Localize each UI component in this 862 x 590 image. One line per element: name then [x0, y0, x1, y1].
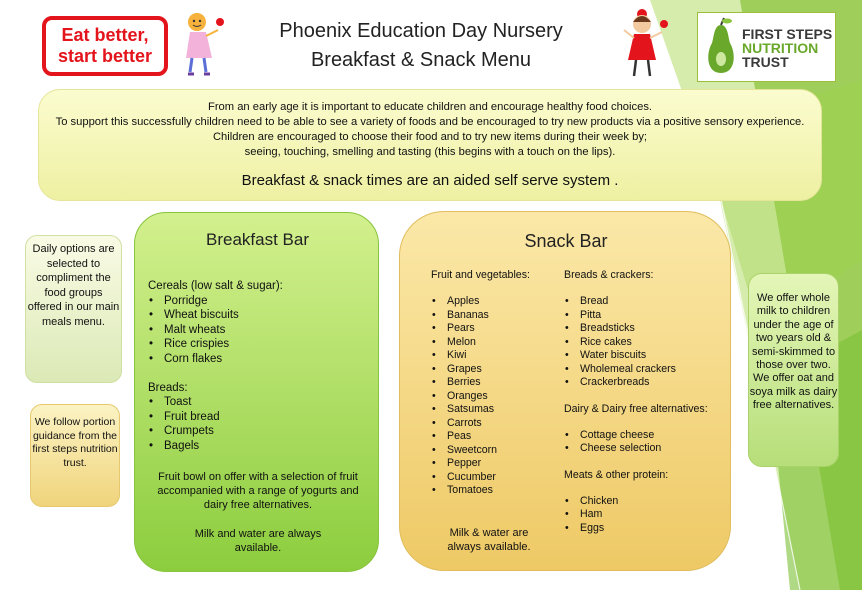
portion-guidance-note: We follow portion guidance from the first steps nutrition trust.	[30, 404, 120, 507]
list-item: • Sweetcorn	[431, 444, 530, 458]
meat-protein-list	[564, 495, 708, 536]
list-item: • Tomatoes	[431, 484, 530, 498]
breads-list	[148, 395, 283, 453]
fruit-bowl-note: Fruit bowl on offer with a selection of fruit accompanied with a range of yogurts and dairy free alternatives.	[157, 471, 359, 511]
breads-label: Breads:	[148, 381, 188, 394]
list-item: • Rice cakes	[564, 336, 708, 350]
milk-policy-note: We offer whole milk to children under the age of two years old & semi-skimmed to those over two. We offer oat and soya milk as dairy free alternatives.	[748, 273, 839, 467]
list-item: • Pepper	[431, 457, 530, 471]
daily-options-note: Daily options are selected to compliment the food groups offered in our main meals menu.	[25, 235, 122, 383]
list-item: • Oranges	[431, 390, 530, 404]
list-item: • Melon	[431, 336, 530, 350]
list-item: • Crackerbreads	[564, 376, 708, 390]
logo-line-2: start better	[57, 46, 153, 66]
intro-line-2: To support this successfully children need to be able to see a variety of foods and be encouraged to try new products via a positive sensory experience.	[55, 116, 805, 128]
list-item: • Berries	[431, 376, 530, 390]
list-item: • Bananas	[431, 309, 530, 323]
breads-crackers-label: Breads & crackers:	[564, 269, 654, 281]
logo-line-1: Eat better,	[61, 25, 149, 45]
list-item: • Bagels	[148, 439, 283, 454]
list-item: • Breadsticks	[564, 322, 708, 336]
intro-panel	[38, 89, 822, 201]
list-item: • Rice crispies	[148, 337, 283, 352]
fruit-veg-list	[431, 295, 530, 498]
list-item: • Porridge	[148, 294, 283, 309]
list-item: • Peas	[431, 430, 530, 444]
logo-right-line-1: FIRST STEPS	[742, 26, 833, 42]
service-statement: Breakfast & snack times are an aided self serve system .	[241, 172, 619, 189]
intro-line-4: seeing, touching, smelling and tasting (this begins with a touch on the lips).	[244, 146, 616, 158]
breakfast-drinks-note: Milk and water are always available.	[194, 528, 322, 554]
snack-drinks-note: Milk & water are always available.	[447, 527, 531, 553]
list-item: • Pitta	[564, 309, 708, 323]
list-item: • Ham	[564, 508, 708, 522]
list-item: • Chicken	[564, 495, 708, 509]
list-item: • Water biscuits	[564, 349, 708, 363]
dairy-list	[564, 429, 708, 456]
breads-crackers-list	[564, 295, 708, 390]
logo-right-line-2: NUTRITION	[742, 40, 819, 56]
list-item: • Grapes	[431, 363, 530, 377]
fruit-veg-label: Fruit and vegetables:	[431, 269, 530, 281]
child-illustration-right	[620, 6, 672, 84]
list-item: • Toast	[148, 395, 283, 410]
list-item: • Wholemeal crackers	[564, 363, 708, 377]
list-item: • Carrots	[431, 417, 530, 431]
logo-right-line-3: TRUST	[742, 54, 789, 70]
list-item: • Corn flakes	[148, 352, 283, 367]
page-subtitle: Breakfast & Snack Menu	[310, 49, 532, 71]
page-title: Phoenix Education Day Nursery	[279, 20, 563, 42]
snack-bar-title: Snack Bar	[524, 231, 608, 251]
cereals-label: Cereals (low salt & sugar):	[148, 280, 283, 292]
pear-icon	[702, 17, 740, 77]
intro-line-3: Children are encouraged to choose their food and to try new items during their week by;	[212, 131, 648, 143]
list-item: • Kiwi	[431, 349, 530, 363]
dairy-label: Dairy & Dairy free alternatives:	[564, 402, 708, 415]
list-item: • Cottage cheese	[564, 429, 708, 443]
first-steps-nutrition-trust-logo	[697, 12, 836, 82]
list-item: • Apples	[431, 295, 530, 309]
breakfast-bar-title: Breakfast Bar	[206, 230, 309, 249]
list-item: • Cucumber	[431, 471, 530, 485]
list-item: • Eggs	[564, 522, 708, 536]
list-item: • Malt wheats	[148, 323, 283, 338]
list-item: • Wheat biscuits	[148, 308, 283, 323]
intro-line-1: From an early age it is important to educate children and encourage healthy food choices.	[207, 101, 653, 113]
breakfast-bar-panel	[134, 212, 379, 572]
list-item: • Crumpets	[148, 424, 283, 439]
list-item: • Fruit bread	[148, 410, 283, 425]
list-item: • Bread	[564, 295, 708, 309]
snack-bar-panel	[399, 211, 731, 571]
cereals-list	[148, 294, 283, 367]
meat-protein-label: Meats & other protein:	[564, 468, 669, 481]
list-item: • Pears	[431, 322, 530, 336]
list-item: • Cheese selection	[564, 442, 708, 456]
list-item: • Satsumas	[431, 403, 530, 417]
